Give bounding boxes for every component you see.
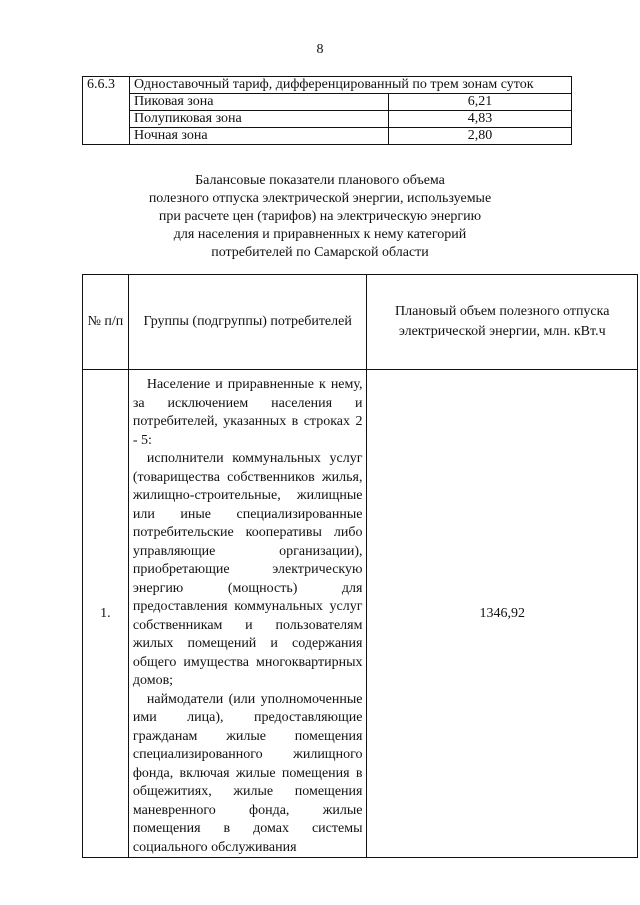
- section-title: [120, 172, 520, 262]
- zone-value: 6,21: [389, 94, 572, 111]
- section-title-line: при расчете цен (тарифов) на электрическую энергию: [158, 209, 482, 224]
- row-number: 1.: [83, 370, 129, 858]
- header-volume: Плановый объем полезного отпуска электрической энергии, млн. кВт.ч: [367, 275, 638, 370]
- tariff-item-number: 6.6.3: [83, 77, 130, 145]
- page-number: 8: [316, 42, 324, 57]
- header-number: № п/п: [83, 275, 129, 370]
- tariff-zone-row: [83, 111, 572, 128]
- section-title-line: потребителей по Самарской области: [211, 245, 429, 260]
- section-title-line: для населения и приравненных к нему категорий: [173, 227, 467, 242]
- section-title-line: полезного отпуска электрической энергии, используемые: [148, 191, 492, 206]
- tariff-zone-row: [83, 94, 572, 111]
- row-paragraph: Население и приравненные к нему, за исключением населения и потребителей, указанных в строках 2 - 5:: [132, 377, 363, 448]
- header-groups: Группы (подгруппы) потребителей: [128, 275, 367, 370]
- row-description: [128, 370, 367, 858]
- tariff-heading-row: [83, 77, 572, 94]
- zone-name: Пиковая зона: [130, 94, 389, 111]
- section-title-line: Балансовые показатели планового объема: [195, 173, 445, 188]
- consumption-table: [82, 274, 638, 858]
- zone-value: 4,83: [389, 111, 572, 128]
- tariff-zone-row: [83, 128, 572, 145]
- zone-name: Ночная зона: [130, 128, 389, 145]
- table-header-row: [83, 275, 638, 370]
- zone-name: Полупиковая зона: [130, 111, 389, 128]
- row-paragraph: исполнители коммунальных услуг (товарищества собственников жилья, жилищно-строительные, жилищные или иные специализированные потребительские кооперативы либо управляющие организации), приобретающие электрическую энергию (мощность) для предоставления коммунальных услуг собственникам и пользователям жилых помещений и содержания общего имущества многоквартирных домов;: [132, 451, 363, 688]
- tariff-table: [82, 76, 572, 145]
- zone-value: 2,80: [389, 128, 572, 145]
- row-volume: 1346,92: [367, 370, 638, 858]
- tariff-heading: Одноставочный тариф, дифференцированный по трем зонам суток: [130, 77, 572, 94]
- row-paragraph: наймодатели (или уполномоченные ими лица), предоставляющие гражданам жилые помещения специализированного жилищного фонда, включая жилые помещения в общежитиях, жилые помещения маневренного фонда, жилые помещения в домах системы социального обслуживания: [132, 691, 363, 855]
- table-row: [83, 370, 638, 858]
